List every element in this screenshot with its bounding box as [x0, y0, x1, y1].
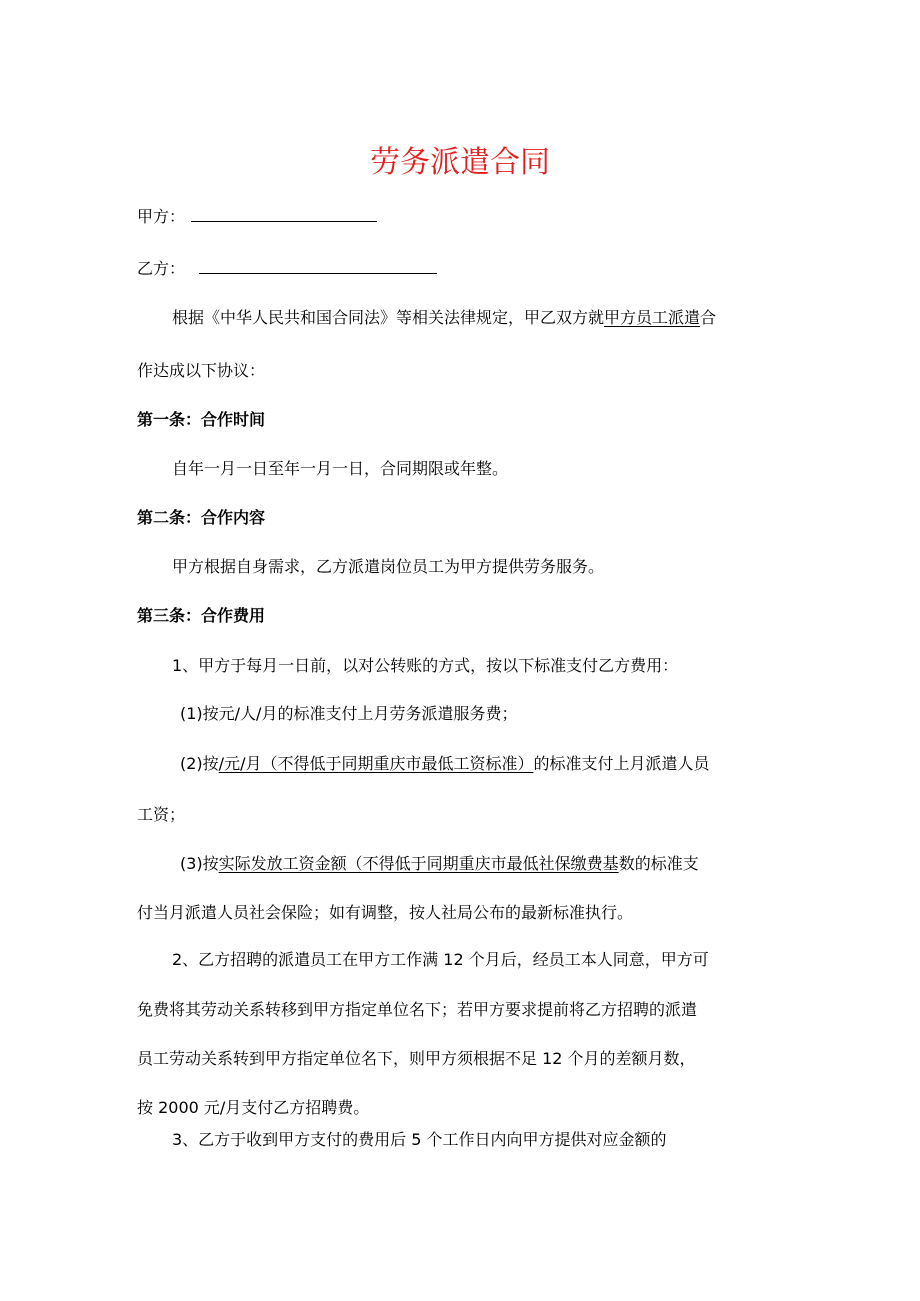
- intro-underlined: 甲方员工派遣: [604, 308, 701, 327]
- clause-1-3-suffix: 数的标准支: [618, 854, 699, 873]
- clause-1-3-line-1: [180, 853, 699, 875]
- article-1-heading: 第一条：合作时间: [137, 410, 266, 429]
- article-2-body: 甲方根据自身需求，乙方派遣岗位员工为甲方提供劳务服务。: [172, 557, 605, 576]
- clause-3-line-1: 3、乙方于收到甲方支付的费用后 5 个工作日内向甲方提供对应金额的: [172, 1130, 667, 1149]
- party-b-blank: [199, 259, 437, 274]
- party-b-line: [137, 258, 437, 280]
- clause-2-line-1: 2、乙方招聘的派遣员工在甲方工作满 12 个月后，经员工本人同意，甲方可: [172, 950, 709, 969]
- article-1-body: 自年一月一日至年一月一日，合同期限或年整。: [172, 459, 509, 478]
- article-2-heading: 第二条：合作内容: [137, 508, 266, 527]
- intro-line-2: 作达成以下协议：: [137, 361, 266, 380]
- party-a-line: [137, 206, 377, 228]
- clause-2-line-4: 按 2000 元/月支付乙方招聘费。: [137, 1098, 370, 1117]
- intro-text: 根据《中华人民共和国合同法》等相关法律规定，甲乙双方就: [172, 308, 605, 327]
- clause-1-2-line-2: 工资；: [137, 805, 186, 824]
- article-3-heading: 第三条：合作费用: [137, 606, 266, 625]
- clause-1: 1、甲方于每月一日前，以对公转账的方式，按以下标准支付乙方费用：: [172, 656, 679, 675]
- clause-1-2-prefix: (2)按: [180, 754, 219, 773]
- clause-1-2-suffix: 的标准支付上月派遣人员: [533, 754, 710, 773]
- clause-1-2-underlined: /元/月（不得低于同期重庆市最低工资标准）: [218, 754, 534, 773]
- clause-1-2-line-1: [180, 753, 709, 775]
- party-a-blank: [191, 207, 377, 222]
- party-a-label: 甲方：: [137, 207, 186, 226]
- page-title: 劳务派遣合同: [370, 145, 550, 180]
- clause-2-line-2: 免费将其劳动关系转移到甲方指定单位名下；若甲方要求提前将乙方招聘的派遣: [137, 1000, 698, 1019]
- clause-1-1: (1)按元/人/月的标准支付上月劳务派遣服务费；: [180, 704, 518, 723]
- intro-text-end: 合: [700, 308, 717, 327]
- clause-2-line-3: 员工劳动关系转到甲方指定单位名下，则甲方须根据不足 12 个月的差额月数，: [137, 1049, 696, 1068]
- clause-1-3-prefix: (3)按: [180, 854, 219, 873]
- clause-1-3-underlined: 实际发放工资金额（不得低于同期重庆市最低社保缴费基: [218, 854, 619, 873]
- intro-line-1: [172, 307, 716, 329]
- clause-1-3-line-2: 付当月派遣人员社会保险；如有调整，按人社局公布的最新标准执行。: [137, 903, 634, 922]
- party-b-label: 乙方：: [137, 259, 186, 278]
